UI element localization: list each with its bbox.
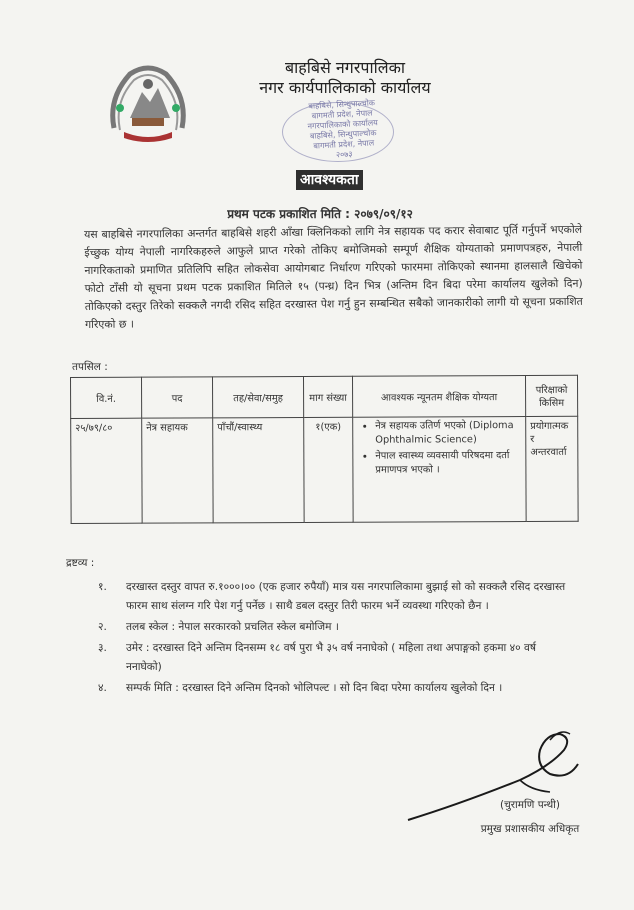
col-header-level: तह/सेवा/समुह xyxy=(213,376,304,417)
list-item xyxy=(98,618,568,637)
stamp-line: बागमती प्रदेश, नेपाल xyxy=(311,108,373,121)
municipality-name: बाहबिसे नगरपालिका xyxy=(284,58,406,77)
col-header-ad-no: वि.नं. xyxy=(71,377,142,418)
cell-ad-no: २५/७९/८० xyxy=(71,418,142,523)
stamp-line: नगरपालिकाको कार्यालय xyxy=(307,118,379,131)
list-item xyxy=(98,679,568,698)
vacancy-table xyxy=(70,375,579,524)
stamp-line: बाहबिसे, सिन्धुपाल्चोक xyxy=(308,98,376,111)
list-item xyxy=(98,578,568,616)
office-name: नगर कार्यपालिकाको कार्यालय xyxy=(259,78,431,97)
note-text: उमेर : दरखास्त दिने अन्तिम दिनसम्म १८ वर्ष पुरा भै ३५ वर्ष ननाघेको ( महिला तथा अपाङ्गको हकमा ४० वर्ष ननाघेको) xyxy=(126,642,537,673)
stamp-line: २०७३ xyxy=(335,149,353,160)
note-number: ३. xyxy=(98,642,107,654)
list-item: • नेत्र सहायक उतिर्ण भएको (Diploma Ophthalmic Science) xyxy=(375,419,521,448)
cell-count: १(एक) xyxy=(304,417,353,522)
table-header-row xyxy=(71,375,578,418)
notice-title-badge: आवश्यकता xyxy=(296,170,363,190)
note-text: सम्पर्क मिति : दरखास्त दिने अन्तिम दिनको भोलिपल्ट । सो दिन बिदा परेमा कार्यालय खुलेको दिन । xyxy=(126,682,503,694)
cell-exam-type: प्रयोगात्मक र अन्तरवार्ता xyxy=(526,416,578,521)
office-stamp xyxy=(277,97,410,164)
col-header-post: पद xyxy=(142,377,213,418)
stamp-line: बाहबिसे, सिन्धुपाल्चोक xyxy=(309,128,377,141)
notice-body-paragraph: यस बाहबिसे नगरपालिका अन्तर्गत बाहबिसे शहरी आँखा क्लिनिकको लागि नेत्र सहायक पद करार सेवाबाट पूर्ति गर्नुपर्ने भएकोले ईच्छुक योग्य नेपाली नागरिकहरुले आफुले प्राप्त गरेको तोकिए बमोजिमको सम्पूर्ण शैक्षिक योग्यताको प्रमाणपत्रहरु, नेपाली नागरिकताको प्रमाणित प्रतिलिपि सहित लोकसेवा आयोगबाट निर्धारण गरिएको फारममा तोकिएको स्थानमा हालसालै खिचेको फोटो टाँसी यो सूचना प्रथम पटक प्रकाशित मितिले १५ (पन्ध्र) दिन भित्र (अन्तिम दिन बिदा परेमा कार्यालय खुलेको दिन) तोकिएको दस्तुर तिरेको सक्कलै नगदी रसिद सहित दरखास्त पेश गर्नु हुन सम्बन्धित सबैको जानकारीको लागी यो सूचना प्रकाशित गरिएको छ । xyxy=(84,222,583,331)
qualification-list xyxy=(357,419,521,478)
col-header-exam-type: परिक्षाको किसिम xyxy=(525,375,577,416)
cell-post: नेत्र सहायक xyxy=(142,418,213,523)
nepal-emblem-icon xyxy=(100,58,196,146)
signatory-block xyxy=(470,793,590,841)
publication-date: प्रथम पटक प्रकाशित मिति : २०७९/०९/१२ xyxy=(227,207,413,221)
note-number: २. xyxy=(98,621,107,633)
signatory-designation: प्रमुख प्रशासकीय अधिकृत xyxy=(480,823,580,835)
note-number: १. xyxy=(98,581,107,593)
table-row xyxy=(71,416,578,523)
office-title xyxy=(250,58,440,98)
note-text: तलब स्केल : नेपाल सरकारको प्रचलित स्केल बमोजिम । xyxy=(126,621,339,633)
col-header-qualification: आवश्यक न्यूनतम शैक्षिक योग्यता xyxy=(352,376,525,418)
cell-level: पाँचौं/स्वास्थ्य xyxy=(213,417,304,522)
list-item xyxy=(98,639,568,677)
cell-qualification xyxy=(353,417,526,523)
stamp-line: बागमती प्रदेश, नेपाल xyxy=(313,138,375,151)
note-number: ४. xyxy=(98,682,107,694)
note-text: दरखास्त दस्तुर वापत रु.१०००।०० (एक हजार रुपैयाँ) मात्र यस नगरपालिकामा बुझाई सो को सक्कलै रसिद दरखास्त फारम साथ संलग्न गरि पेश गर्नु पर्नेछ । साथै डबल दस्तुर तिरी फारम भर्ने व्यवस्था गरिएको छैन । xyxy=(126,581,566,612)
notes-label: द्रष्टव्य : xyxy=(66,557,95,569)
notes-list xyxy=(98,578,568,700)
list-item: • नेपाल स्वास्थ्य व्यवसायी परिषदमा दर्ता प्रमाणपत्र भएको । xyxy=(375,449,521,478)
col-header-count: माग संख्या xyxy=(303,376,352,417)
signatory-name: (चुरामणि पन्थी) xyxy=(500,799,560,811)
details-label: तपसिल : xyxy=(72,361,108,373)
